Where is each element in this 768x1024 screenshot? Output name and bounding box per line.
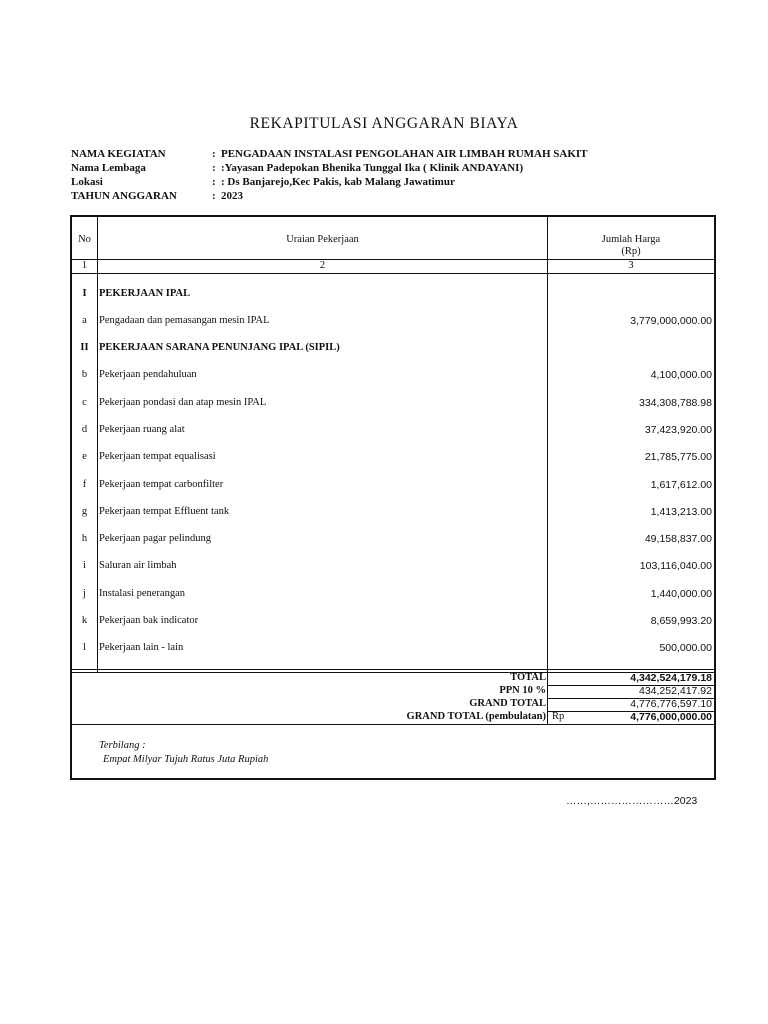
table-divider [72, 724, 714, 725]
row-label: Pekerjaan ruang alat [99, 424, 185, 435]
budget-table [70, 215, 716, 780]
info-label: NAMA KEGIATAN [71, 148, 166, 160]
row-label: Pekerjaan tempat equalisasi [99, 451, 216, 462]
row-label: Pengadaan dan pemasangan mesin IPAL [99, 315, 270, 326]
section-number: II [80, 342, 89, 353]
info-separator: : [212, 162, 216, 174]
ppn-label: PPN 10 % [499, 685, 546, 696]
total-label: TOTAL [510, 672, 546, 683]
row-number: c [82, 397, 87, 408]
row-label: Instalasi penerangan [99, 588, 186, 599]
info-value: PENGADAAN INSTALASI PENGOLAHAN AIR LIMBAH RUMAH SAKIT [221, 148, 588, 160]
row-value: 500,000.00 [659, 642, 712, 654]
grand-total-rounded-value: 4,776,000,000.00 [630, 711, 712, 723]
table-divider [97, 217, 98, 672]
row-value: 21,785,775.00 [644, 451, 712, 463]
row-number: f [82, 479, 87, 490]
column-number: 1 [81, 260, 88, 271]
row-label: Pekerjaan tempat Effluent tank [99, 506, 230, 517]
header-uraian: Uraian Pekerjaan [286, 234, 359, 245]
currency-label: Rp [552, 711, 565, 722]
row-number: d [81, 424, 88, 435]
row-number: a [82, 315, 87, 326]
terbilang-value: Empat Milyar Tujuh Ratus Juta Rupiah [103, 754, 269, 765]
section-title: PEKERJAAN IPAL [99, 288, 191, 299]
row-value: 49,158,837.00 [644, 533, 712, 545]
row-value: 8,659,993.20 [650, 615, 712, 627]
table-divider [72, 669, 714, 670]
info-value: :Yayasan Padepokan Bhenika Tunggal Ika ( Klinik ANDAYANI) [221, 162, 524, 174]
row-label: Pekerjaan tempat carbonfilter [99, 479, 224, 490]
row-value: 3,779,000,000.00 [630, 315, 712, 327]
signature-date: ……,……………………2023 [566, 795, 698, 807]
grand-total-label: GRAND TOTAL [469, 698, 546, 709]
row-value: 1,413,213.00 [650, 506, 712, 518]
info-separator: : [212, 176, 216, 188]
row-number: e [82, 451, 87, 462]
row-number: l [83, 642, 86, 653]
header-no: No [78, 234, 91, 245]
table-divider [72, 273, 714, 274]
row-number: b [81, 369, 88, 380]
row-number: j [83, 588, 86, 599]
column-number: 2 [319, 260, 326, 271]
row-value: 103,116,040.00 [639, 560, 712, 572]
row-label: Pekerjaan pagar pelindung [99, 533, 211, 544]
column-number: 3 [628, 260, 634, 271]
info-label: Lokasi [71, 176, 103, 188]
section-title: PEKERJAAN SARANA PENUNJANG IPAL (SIPIL) [99, 342, 340, 353]
row-number: h [81, 533, 88, 544]
grand-total-value: 4,776,776,597.10 [630, 698, 712, 710]
row-value: 1,617,612.00 [650, 479, 712, 491]
header-jumlah-unit: (Rp) [621, 246, 641, 257]
row-value: 1,440,000.00 [650, 588, 712, 600]
info-separator: : [212, 190, 216, 202]
document-title: REKAPITULASI ANGGARAN BIAYA [249, 115, 519, 132]
row-number: g [81, 506, 88, 517]
info-value: 2023 [221, 190, 243, 202]
total-value: 4,342,524,179.18 [630, 672, 712, 684]
ppn-value: 434,252,417.92 [639, 685, 712, 697]
row-label: Pekerjaan lain - lain [99, 642, 184, 653]
header-jumlah: Jumlah Harga [601, 234, 661, 245]
info-separator: : [212, 148, 216, 160]
grand-total-rounded-label: GRAND TOTAL (pembulatan) [406, 711, 546, 722]
row-label: Pekerjaan pondasi dan atap mesin IPAL [99, 397, 267, 408]
info-label: TAHUN ANGGARAN [71, 190, 177, 202]
info-value: : Ds Banjarejo,Kec Pakis, kab Malang Jawatimur [221, 176, 455, 188]
terbilang-label: Terbilang : [99, 740, 146, 751]
row-number: i [83, 560, 86, 571]
row-value: 4,100,000.00 [650, 369, 712, 381]
row-value: 37,423,920.00 [644, 424, 712, 436]
row-value: 334,308,788.98 [639, 397, 712, 409]
info-label: Nama Lembaga [71, 162, 146, 174]
row-label: Pekerjaan pendahuluan [99, 369, 197, 380]
section-number: I [82, 288, 87, 299]
row-number: k [81, 615, 88, 626]
row-label: Saluran air limbah [99, 560, 177, 571]
row-label: Pekerjaan bak indicator [99, 615, 199, 626]
